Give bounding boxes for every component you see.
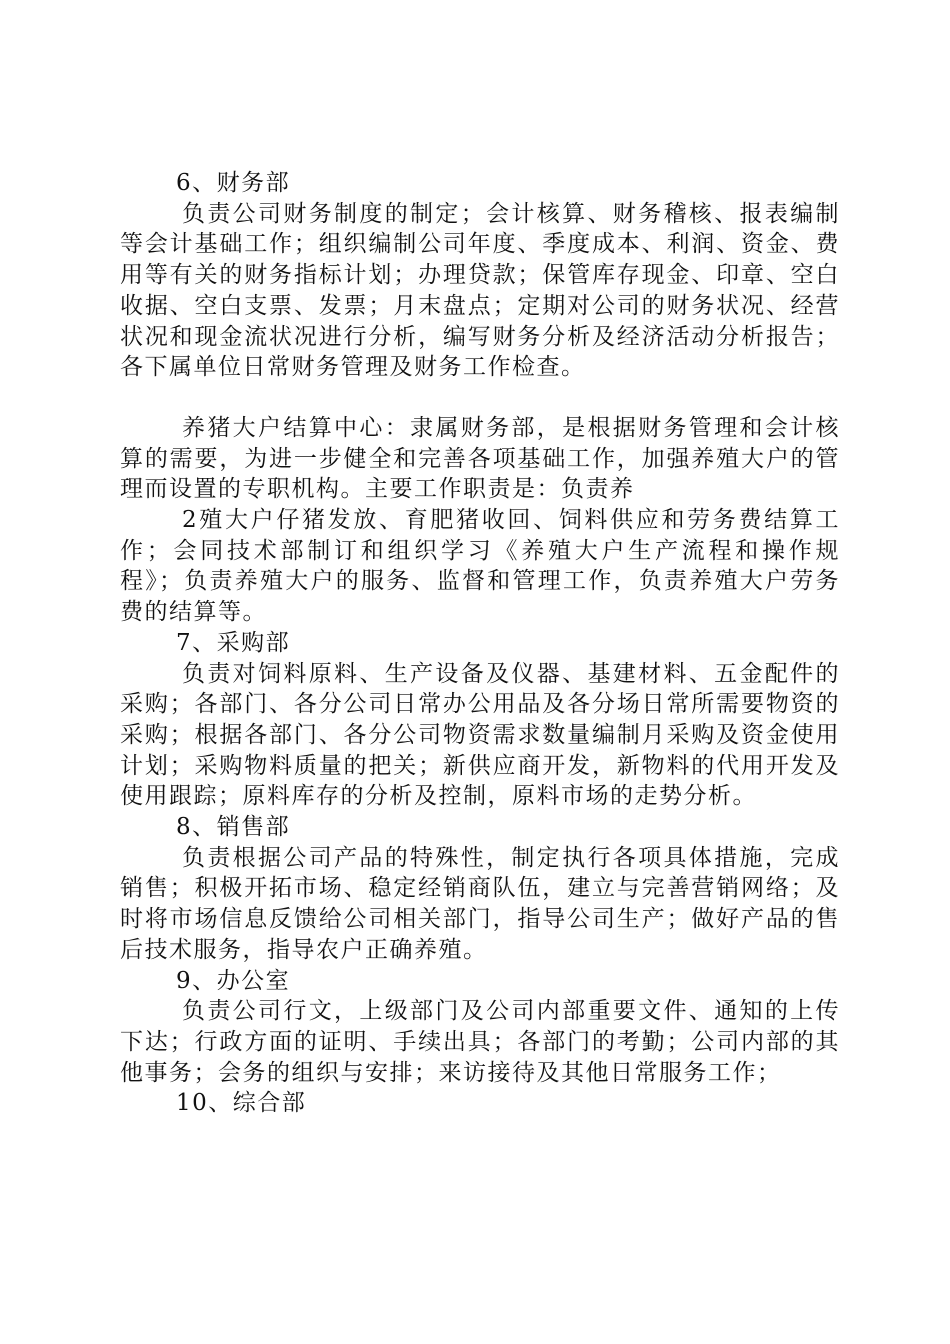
paragraph-settlement-continued: 2殖大户仔猪发放、育肥猪收回、饲料供应和劳务费结算工作；会同技术部制订和组织学习《养殖大户生产流程和操作规程》；负责养殖大户的服务、监督和管理工作，负责养殖大户劳务费的结算等。 bbox=[120, 507, 840, 626]
section-heading-office: 9、办公室 bbox=[176, 967, 291, 994]
section-body-finance: 负责公司财务制度的制定；会计核算、财务稽核、报表编制等会计基础工作；组织编制公司年度、季度成本、利润、资金、费用等有关的财务指标计划；办理贷款；保管库存现金、印章、空白收据、空白支票、发票；月末盘点；定期对公司的财务状况、经营状况和现金流状况进行分析，编写财务分析及经济活动分析报告；各下属单位日常财务管理及财务工作检查。 bbox=[120, 200, 840, 381]
document-body bbox=[120, 168, 840, 1119]
section-heading-sales: 8、销售部 bbox=[176, 814, 291, 841]
section-body-purchasing: 负责对饲料原料、生产设备及仪器、基建材料、五金配件的采购；各部门、各分公司日常办公用品及各分场日常所需要物资的采购；根据各部门、各分公司物资需求数量编制月采购及资金使用计划；采购物料质量的把关；新供应商开发，新物料的代用开发及使用跟踪；原料库存的分析及控制，原料市场的走势分析。 bbox=[120, 660, 840, 810]
section-heading-purchasing: 7、采购部 bbox=[176, 629, 291, 656]
section-heading-finance: 6、财务部 bbox=[176, 170, 291, 196]
section-body-sales: 负责根据公司产品的特殊性，制定执行各项具体措施，完成销售；积极开拓市场、稳定经销商队伍，建立与完善营销网络；及时将市场信息反馈给公司相关部门，指导公司生产；做好产品的售后技术服务，指导农户正确养殖。 bbox=[120, 844, 840, 963]
section-body-office: 负责公司行文，上级部门及公司内部重要文件、通知的上传下达；行政方面的证明、手续出具；各部门的考勤；公司内部的其他事务；会务的组织与安排；来访接待及其他日常服务工作； bbox=[120, 998, 840, 1086]
paragraph-settlement-center: 养猪大户结算中心：隶属财务部，是根据财务管理和会计核算的需要，为进一步健全和完善各项基础工作，加强养殖大户的管理而设置的专职机构。主要工作职责是：负责养 bbox=[120, 414, 840, 503]
section-heading-general: 10、综合部 bbox=[176, 1090, 307, 1117]
